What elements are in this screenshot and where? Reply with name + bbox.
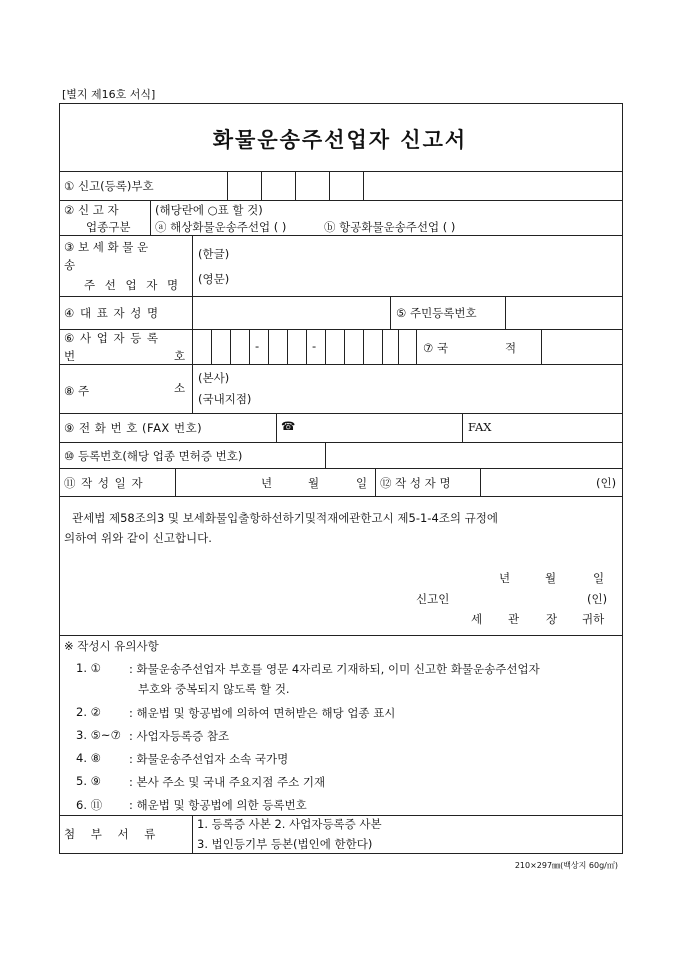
code-box-4[interactable] — [329, 171, 364, 201]
brn-box[interactable] — [344, 329, 364, 365]
label-business-reg-1: ⑥ 사 업 자 등 록 — [64, 331, 160, 345]
brn-box[interactable] — [325, 329, 345, 365]
note-number: 6. ⑪ — [76, 798, 103, 812]
brn-box[interactable] — [363, 329, 383, 365]
brn-box[interactable] — [230, 329, 250, 365]
label-attachments: 첨 부 서 류 — [64, 827, 162, 841]
attachment-list-1: 1. 등록증 사본 2. 사업자등록증 사본 — [197, 817, 382, 831]
decl-day[interactable]: 일 — [593, 571, 605, 585]
decl-reporter: 신고인 — [416, 592, 450, 606]
date-day[interactable]: 일 — [356, 476, 368, 490]
label-business-type: 업종구분 — [86, 220, 131, 234]
brn-dash: - — [312, 339, 317, 353]
label-reporter: ② 신 고 자 — [64, 203, 119, 217]
label-business-reg-3: 호 — [174, 349, 186, 363]
decl-month[interactable]: 월 — [545, 571, 557, 585]
note-number: 5. ⑨ — [76, 774, 101, 788]
label-registration-code: ① 신고(등록)부호 — [64, 179, 154, 193]
label-representative-name: ④ 대 표 자 성 명 — [64, 306, 160, 320]
decl-addressee-4: 귀하 — [582, 612, 605, 626]
date-year[interactable]: 년 — [261, 476, 273, 490]
decl-addressee-2: 관 — [508, 612, 520, 626]
note-text: : 화물운송주선업자 부호를 영문 4자리로 기재하되, 이미 신고한 화물운송주선업자 — [129, 662, 540, 676]
form-number: [별지 제16호 서식] — [62, 88, 156, 101]
label-address-end: 소 — [174, 381, 186, 395]
note-text: : 본사 주소 및 국내 주요지점 주소 기재 — [129, 775, 326, 789]
form-title: 화물운송주선업자 신고서 — [212, 127, 468, 152]
brn-box[interactable] — [382, 329, 399, 365]
decl-addressee-3: 장 — [546, 612, 558, 626]
attachment-list-2: 3. 법인등기부 등본(법인에 한한다) — [197, 837, 373, 851]
note-number: 4. ⑧ — [76, 751, 101, 765]
note-text-continued: 부호와 중복되지 않도록 할 것. — [138, 682, 290, 696]
notes-heading: ※ 작성시 유의사항 — [64, 639, 159, 653]
label-nationality-end: 적 — [505, 341, 517, 355]
option-sea-freight[interactable]: ⓐ 해상화물운송주선업 ( ) — [155, 220, 287, 234]
brn-box[interactable] — [287, 329, 307, 365]
label-company-name-1: ③ 보 세 화 물 운 — [64, 240, 149, 254]
paper-spec: 210×297㎜(백상지 60g/㎡) — [514, 861, 618, 870]
code-box-2[interactable] — [261, 171, 296, 201]
label-company-name-2: 송 — [64, 258, 76, 272]
label-phone-fax: ⑨ 전 화 번 호 (FAX 번호) — [64, 421, 203, 435]
address-domestic-branch[interactable]: (국내지점) — [198, 392, 252, 406]
company-name-english[interactable]: (영문) — [198, 272, 230, 286]
decl-addressee-1: 세 — [471, 612, 483, 626]
declaration-text-1: 관세법 제58조의3 및 보세화물입출항하선하기및적재에관한고시 제5-1-4조의 규정에 — [72, 511, 498, 525]
brn-dash: - — [255, 339, 260, 353]
address-head-office[interactable]: (본사) — [198, 371, 230, 385]
note-number: 1. ① — [76, 661, 101, 675]
label-date: ⑪ 작 성 일 자 — [64, 476, 144, 490]
note-text: : 해운법 및 항공법에 의한 등록번호 — [129, 798, 307, 812]
declaration-text-2: 의하여 위와 같이 신고합니다. — [64, 531, 212, 545]
code-box-1[interactable] — [227, 171, 262, 201]
option-air-freight[interactable]: ⓑ 항공화물운송주선업 ( ) — [324, 220, 456, 234]
label-address: ⑧ 주 — [64, 384, 90, 398]
note-number: 2. ② — [76, 705, 101, 719]
hint-mark-circle: (해당란에 ○표 할 것) — [155, 203, 263, 217]
brn-box[interactable] — [192, 329, 212, 365]
note-text: : 사업자등록증 참조 — [129, 729, 230, 743]
phone-icon: ☎ — [281, 419, 296, 433]
brn-box[interactable] — [211, 329, 231, 365]
label-license-number: ⑩ 등록번호(해당 업종 면허증 번호) — [64, 449, 243, 463]
note-text: : 화물운송주선업자 소속 국가명 — [129, 752, 289, 766]
brn-box[interactable] — [268, 329, 288, 365]
label-company-name-3: 주 선 업 자 명 — [84, 278, 182, 292]
date-month[interactable]: 월 — [308, 476, 320, 490]
brn-box[interactable] — [398, 329, 417, 365]
label-business-reg-2: 번 — [64, 349, 76, 363]
note-text: : 해운법 및 항공법에 의하여 면허받은 해당 업종 표시 — [129, 706, 396, 720]
decl-seal: (인) — [587, 592, 608, 606]
note-number: 3. ⑤~⑦ — [76, 728, 121, 742]
decl-year[interactable]: 년 — [499, 571, 511, 585]
author-seal: (인) — [596, 476, 617, 490]
code-box-3[interactable] — [295, 171, 330, 201]
label-author: ⑫ 작 성 자 명 — [380, 476, 451, 490]
label-fax: FAX — [468, 420, 492, 434]
label-nationality: ⑦ 국 — [423, 341, 449, 355]
label-resident-number: ⑤ 주민등록번호 — [396, 306, 477, 320]
company-name-korean[interactable]: (한글) — [198, 247, 230, 261]
